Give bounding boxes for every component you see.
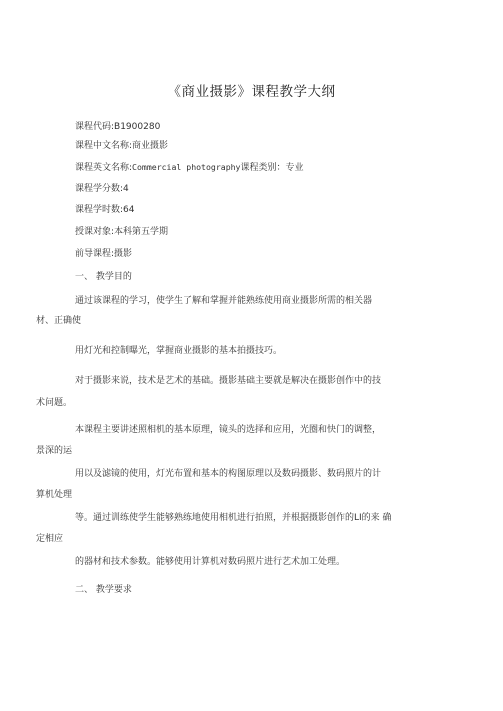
paragraph-line: 的器材和技术参数。能够使用计算机对数码照片进行艺术加工处理。 [75, 557, 346, 567]
course-prerequisite: 前导课程:摄影 [75, 249, 133, 259]
course-name-en-label: 课程英文名称: [75, 163, 133, 173]
course-hours: 课程学时数:64 [75, 205, 135, 215]
section-heading-purpose: 一、 教学目的 [75, 272, 132, 282]
paragraph-line: 通过该课程的学习，使学生了解和掌握并能熟练使用商业摄影所需的相关器 [75, 296, 373, 306]
section-heading-requirements: 二、 教学要求 [75, 585, 132, 595]
paragraph-line: 算机处理 [36, 490, 73, 500]
course-category: 课程类别：专业 [240, 163, 304, 173]
paragraph-line: 用以及滤镜的使用，灯光布置和基本的构图原理以及数码摄影、数码照片的计 [75, 469, 382, 479]
course-credits: 课程学分数:4 [75, 184, 129, 194]
paragraph-line: 等。通过训练使学生能够熟练地使用相机进行拍照，并根据摄影创作的LI的来 确 [75, 513, 392, 523]
course-name-en-value: Commercial photography [132, 162, 241, 172]
paragraph-line: 用灯光和控制曝光，掌握商业摄影的基本拍摄技巧。 [75, 346, 283, 356]
paragraph-line: 本课程主要讲述照相机的基本原理，镜头的选择和应用，光圈和快门的调整， [75, 425, 382, 435]
paragraph-line: 对于摄影来说，技术是艺术的基础。摄影基础主要就是解决在摄影创作中的技 [75, 376, 382, 386]
document-title: 《商业摄影》课程教学大纲 [167, 84, 336, 100]
paragraph-line: 材、正确使 [36, 316, 82, 326]
course-name-cn: 课程中文名称:商业摄影 [75, 141, 169, 151]
course-audience: 授课对象:本科第五学期 [75, 227, 169, 237]
paragraph-line: 术问题。 [36, 398, 73, 408]
course-code: 课程代码:B1900280 [75, 122, 161, 132]
course-name-en-row [75, 162, 304, 174]
paragraph-line: 景深的运 [36, 446, 73, 456]
paragraph-line: 定相应 [36, 534, 64, 544]
